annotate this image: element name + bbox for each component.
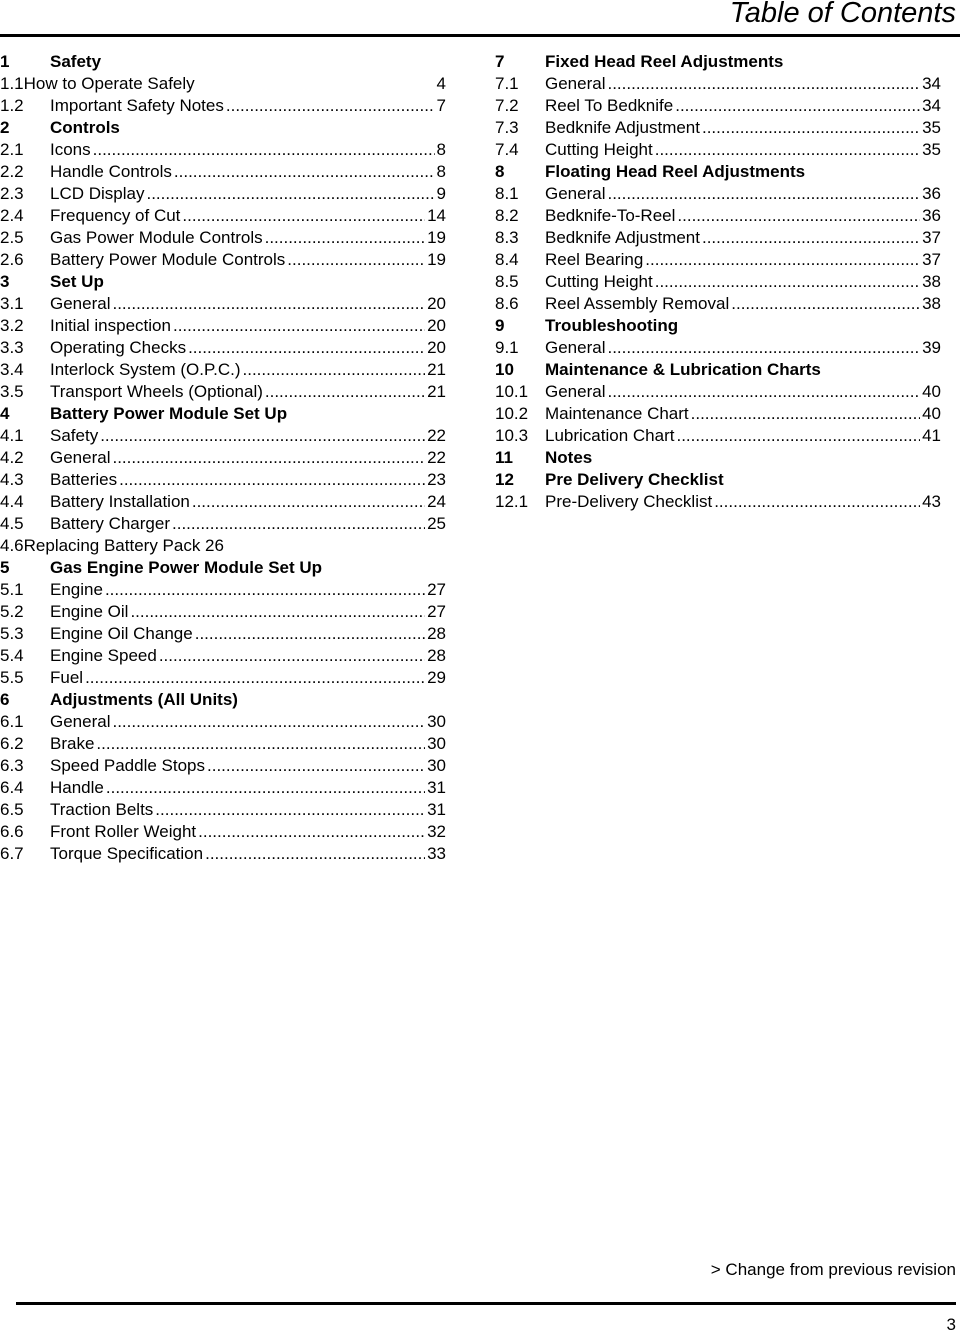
toc-entry-number: 2.4: [0, 206, 24, 225]
toc-entry-number: 6.7: [0, 844, 24, 863]
toc-entry-page: 37: [922, 228, 941, 247]
dot-leader: [172, 513, 425, 535]
toc-entry-title: Fixed Head Reel Adjustments: [545, 52, 784, 71]
toc-entry-page: 34: [922, 96, 941, 115]
toc-entry-title: Floating Head Reel Adjustments: [545, 162, 806, 181]
toc-entry: [0, 227, 446, 249]
toc-entry-number: 8.3: [495, 228, 519, 247]
toc-entry-number: 10.3: [495, 426, 529, 445]
toc-entry: [0, 821, 446, 843]
toc-entry-number: 4.1: [0, 426, 24, 445]
dot-leader: [287, 249, 425, 271]
toc-entry-page: 30: [427, 756, 446, 775]
toc-entry-title: Cutting Height: [545, 272, 653, 291]
dot-leader: [691, 403, 920, 425]
toc-entry-page: 31: [427, 800, 446, 819]
toc-entry-number: 3.2: [0, 316, 24, 335]
toc-entry-page: 34: [922, 74, 941, 93]
toc-entry: [0, 249, 446, 271]
dot-leader: [155, 799, 425, 821]
toc-entry: [495, 95, 941, 117]
toc-entry-number: 1: [0, 52, 10, 71]
toc-entry-title: Notes: [545, 448, 593, 467]
toc-section-heading: [0, 403, 446, 425]
toc-section-heading: [0, 51, 446, 73]
toc-entry-title: Battery Charger: [50, 514, 170, 533]
toc-entry: [0, 95, 446, 117]
toc-entry-number: 6.2: [0, 734, 24, 753]
dot-leader: [174, 161, 435, 183]
toc-column-left: [0, 51, 446, 865]
toc-entry-page: 31: [427, 778, 446, 797]
dot-leader: [192, 491, 425, 513]
toc-entry-page: 33: [427, 844, 446, 863]
toc-entry-title: General: [545, 338, 606, 357]
dot-leader: [146, 183, 434, 205]
toc-entry-number: 2.6: [0, 250, 24, 269]
toc-entry-title: Front Roller Weight: [50, 822, 197, 841]
toc-entry-number: 3: [0, 272, 10, 291]
dot-leader: [607, 183, 920, 205]
toc-entry: [0, 293, 446, 315]
toc-entry-number: 6: [0, 690, 10, 709]
toc-entry-page: 41: [922, 426, 941, 445]
toc-entry: [0, 645, 446, 667]
toc-entry-number: 2.5: [0, 228, 24, 247]
dot-leader: [173, 315, 425, 337]
toc-entry: [495, 73, 941, 95]
toc-entry-number: 5.3: [0, 624, 24, 643]
toc-entry: [0, 381, 446, 403]
toc-entry: [0, 799, 446, 821]
toc-entry-page: 38: [922, 294, 941, 313]
toc-entry: [0, 73, 446, 95]
toc-entry-page: 14: [427, 206, 446, 225]
toc-entry-title: Gas Power Module Controls: [50, 228, 263, 247]
toc-entry-title: Battery Power Module Set Up: [50, 404, 288, 423]
toc-entry-title: Safety: [50, 426, 99, 445]
toc-entry-page: 35: [922, 140, 941, 159]
dot-leader: [265, 227, 425, 249]
toc-entry-page: 30: [427, 734, 446, 753]
dot-leader: [205, 843, 425, 865]
toc-entry-page: 23: [427, 470, 446, 489]
dot-leader: [105, 579, 425, 601]
toc-entry-page: 29: [427, 668, 446, 687]
dot-leader: [676, 425, 920, 447]
toc-section-heading: [0, 689, 446, 711]
toc-entry: [495, 205, 941, 227]
header-divider: [0, 34, 960, 37]
toc-entry-title: Lubrication Chart: [545, 426, 675, 445]
toc-entry: [495, 293, 941, 315]
toc-entry-number: 10.2: [495, 404, 529, 423]
toc-entry: [0, 535, 446, 557]
toc-entry: [0, 733, 446, 755]
dot-leader: [100, 425, 425, 447]
toc-entry-title: Maintenance Chart: [545, 404, 689, 423]
toc-entry-title: Engine Oil: [50, 602, 129, 621]
toc-entry-title: Icons: [50, 140, 91, 159]
toc-entry: [0, 711, 446, 733]
toc-entry-number: 12.1: [495, 492, 529, 511]
dot-leader: [243, 359, 426, 381]
dot-leader: [112, 711, 425, 733]
dot-leader: [675, 95, 920, 117]
toc-entry: [0, 755, 446, 777]
toc-entry: [0, 315, 446, 337]
toc-entry-title: Fuel: [50, 668, 84, 687]
dot-leader: [112, 447, 425, 469]
toc-entry-number: 10: [495, 360, 514, 379]
toc-column-right: [495, 51, 941, 513]
toc-entry-title: Cutting Height: [545, 140, 653, 159]
dot-leader: [607, 337, 920, 359]
toc-entry-page: 20: [427, 294, 446, 313]
toc-entry-title: Set Up: [50, 272, 104, 291]
toc-entry-page: 8: [436, 162, 446, 181]
toc-entry: [0, 601, 446, 623]
toc-entry-page: 4: [436, 74, 446, 93]
dot-leader: [130, 601, 425, 623]
toc-entry-page: 7: [436, 96, 446, 115]
toc-entry-page: 22: [427, 426, 446, 445]
toc-entry-page: 30: [427, 712, 446, 731]
toc-entry-title: Important Safety Notes: [50, 96, 224, 115]
toc-entry-number: 6.3: [0, 756, 24, 775]
toc-entry-page: 37: [922, 250, 941, 269]
toc-entry-title: Adjustments (All Units): [50, 690, 238, 709]
dot-leader: [655, 271, 920, 293]
toc-entry-title: Gas Engine Power Module Set Up: [50, 558, 323, 577]
toc-entry-number: 4.4: [0, 492, 24, 511]
toc-entry-number: 4.5: [0, 514, 24, 533]
toc-entry-page: 19: [427, 228, 446, 247]
toc-entry-number: 12: [495, 470, 514, 489]
toc-entry-title: General: [50, 448, 111, 467]
toc-entry-number: 9: [495, 316, 505, 335]
toc-entry: [495, 381, 941, 403]
toc-entry-title: Operating Checks: [50, 338, 187, 357]
toc-entry-title: Engine Speed: [50, 646, 157, 665]
toc-entry-page: 36: [922, 184, 941, 203]
toc-section-heading: [495, 161, 941, 183]
toc-entry: [495, 249, 941, 271]
toc-entry: [495, 425, 941, 447]
toc-entry-title: Safety: [50, 52, 102, 71]
footer-divider: [16, 1302, 956, 1305]
toc-entry-title: Bedknife Adjustment: [545, 228, 700, 247]
toc-entry-number: 7: [495, 52, 505, 71]
toc-entry-number: 2.3: [0, 184, 24, 203]
toc-entry-title: Engine: [50, 580, 103, 599]
toc-entry-number: 8.1: [495, 184, 519, 203]
dot-leader: [265, 381, 425, 403]
toc-entry-number: 8.5: [495, 272, 519, 291]
toc-entry: [0, 469, 446, 491]
toc-entry: [0, 491, 446, 513]
toc-entry: [0, 447, 446, 469]
toc-entry: [0, 161, 446, 183]
toc-section-heading: [0, 117, 446, 139]
toc-section-heading: [0, 557, 446, 579]
toc-entry-title: Reel Assembly Removal: [545, 294, 730, 313]
toc-entry-number: 5.5: [0, 668, 24, 687]
toc-entry-title: Pre-Delivery Checklist: [545, 492, 713, 511]
toc-entry-number: 5.1: [0, 580, 24, 599]
toc-entry: [0, 623, 446, 645]
toc-entry-number: 5.4: [0, 646, 24, 665]
toc-entry-page: 19: [427, 250, 446, 269]
dot-leader: [195, 623, 425, 645]
toc-entry-number: 8.2: [495, 206, 519, 225]
toc-entry: [0, 359, 446, 381]
toc-entry-number: 5.2: [0, 602, 24, 621]
dot-leader: [119, 469, 425, 491]
toc-entry-number: 3.3: [0, 338, 24, 357]
toc-entry-page: 28: [427, 624, 446, 643]
toc-entry: [0, 843, 446, 865]
toc-entry-page: 38: [922, 272, 941, 291]
toc-entry: [0, 425, 446, 447]
revision-note: > Change from previous revision: [710, 1260, 956, 1279]
toc-entry: [0, 777, 446, 799]
toc-entry: [495, 337, 941, 359]
dot-leader: [182, 205, 425, 227]
dot-leader: [731, 293, 920, 315]
toc-entry-title: General: [545, 74, 606, 93]
toc-entry-page: 24: [427, 492, 446, 511]
toc-entry-page: 21: [427, 382, 446, 401]
toc-entry-number: 6.1: [0, 712, 24, 731]
toc-entry-page: 20: [427, 316, 446, 335]
dot-leader: [655, 139, 920, 161]
toc-entry-title: Maintenance & Lubrication Charts: [545, 360, 821, 379]
dot-leader: [106, 777, 425, 799]
toc-entry-title: Battery Power Module Controls: [50, 250, 286, 269]
toc-section-heading: [495, 447, 941, 469]
toc-entry-page: 40: [922, 404, 941, 423]
toc-entry-number: 4.2: [0, 448, 24, 467]
toc-entry-number: 6.4: [0, 778, 24, 797]
dot-leader: [607, 73, 920, 95]
toc-entry-title: Reel To Bedknife: [545, 96, 674, 115]
toc-entry-page: 22: [427, 448, 446, 467]
toc-entry: [495, 183, 941, 205]
toc-entry-page: 20: [427, 338, 446, 357]
toc-entry-number: 7.1: [495, 74, 519, 93]
toc-entry-title: General: [50, 712, 111, 731]
page-title: Table of Contents: [729, 0, 956, 29]
dot-leader: [207, 755, 425, 777]
toc-entry-title: Reel Bearing: [545, 250, 644, 269]
dot-leader: [93, 139, 435, 161]
toc-entry-title: 4.6Replacing Battery Pack 26: [0, 536, 224, 555]
toc-entry: [0, 337, 446, 359]
dot-leader: [226, 95, 435, 117]
toc-entry-page: 39: [922, 338, 941, 357]
toc-entry-page: 8: [436, 140, 446, 159]
toc-entry: [495, 403, 941, 425]
dot-leader: [645, 249, 920, 271]
toc-entry-title: Initial inspection: [50, 316, 171, 335]
dot-leader: [96, 733, 425, 755]
toc-entry: [495, 139, 941, 161]
toc-entry-number: 3.1: [0, 294, 24, 313]
toc-entry-title: Engine Oil Change: [50, 624, 193, 643]
toc-entry: [495, 271, 941, 293]
toc-entry: [0, 205, 446, 227]
toc-entry-page: 36: [922, 206, 941, 225]
toc-entry-number: 8: [495, 162, 505, 181]
toc-entry-title: LCD Display: [50, 184, 145, 203]
toc-entry-title: Troubleshooting: [545, 316, 679, 335]
toc-entry-title: Frequency of Cut: [50, 206, 181, 225]
toc-entry: [0, 139, 446, 161]
toc-entry-number: 8.4: [495, 250, 519, 269]
toc-entry-page: 35: [922, 118, 941, 137]
toc-entry-page: 28: [427, 646, 446, 665]
toc-entry-number: 3.5: [0, 382, 24, 401]
dot-leader: [159, 645, 425, 667]
toc-entry: [495, 117, 941, 139]
toc-section-heading: [0, 271, 446, 293]
toc-entry-number: 2.1: [0, 140, 24, 159]
toc-entry-page: 25: [427, 514, 446, 533]
toc-entry-title: General: [50, 294, 111, 313]
toc-entry-number: 2.2: [0, 162, 24, 181]
toc-entry: [0, 667, 446, 689]
toc-entry-number: 7.2: [495, 96, 519, 115]
toc-entry-page: 27: [427, 580, 446, 599]
dot-leader: [188, 337, 425, 359]
toc-entry-title: Transport Wheels (Optional): [50, 382, 263, 401]
toc-entry-title: Batteries: [50, 470, 118, 489]
toc-entry-title: Pre Delivery Checklist: [545, 470, 724, 489]
toc-entry-number: 8.6: [495, 294, 519, 313]
toc-entry-title: Controls: [50, 118, 120, 137]
toc-entry-number: 6.6: [0, 822, 24, 841]
toc-entry-number: 3.4: [0, 360, 24, 379]
toc-entry: [0, 183, 446, 205]
toc-entry-page: 43: [922, 492, 941, 511]
dot-leader: [607, 381, 920, 403]
dot-leader: [112, 293, 425, 315]
toc-entry-number: 1.2: [0, 96, 24, 115]
toc-entry-title: Speed Paddle Stops: [50, 756, 206, 775]
toc-section-heading: [495, 469, 941, 491]
toc-entry-title: Battery Installation: [50, 492, 190, 511]
toc-entry: [0, 579, 446, 601]
toc-entry-number: 10.1: [495, 382, 529, 401]
toc-entry-page: 27: [427, 602, 446, 621]
toc-entry-number: 4: [0, 404, 10, 423]
toc-section-heading: [495, 51, 941, 73]
toc-entry-title: Traction Belts: [50, 800, 154, 819]
toc-entry-number: 2: [0, 118, 10, 137]
toc-entry-number: 5: [0, 558, 10, 577]
toc-entry-number: 7.3: [495, 118, 519, 137]
toc-entry-number: 11: [495, 448, 513, 467]
toc-entry-title: 1.1How to Operate Safely: [0, 74, 195, 93]
dot-leader: [677, 205, 920, 227]
toc-entry-page: 9: [436, 184, 446, 203]
toc-entry-title: Handle: [50, 778, 104, 797]
toc-entry-title: General: [545, 382, 606, 401]
toc-section-heading: [495, 315, 941, 337]
dot-leader: [198, 821, 425, 843]
toc-entry-number: 4.3: [0, 470, 24, 489]
dot-leader: [702, 227, 920, 249]
toc-entry-title: Bedknife Adjustment: [545, 118, 700, 137]
toc-entry-number: 9.1: [495, 338, 519, 357]
toc-entry-number: 6.5: [0, 800, 24, 819]
toc-entry: [495, 227, 941, 249]
toc-entry-title: Interlock System (O.P.C.): [50, 360, 241, 379]
toc-entry-page: 32: [427, 822, 446, 841]
toc-entry: [495, 491, 941, 513]
toc-section-heading: [495, 359, 941, 381]
toc-entry-number: 7.4: [495, 140, 519, 159]
toc-entry-title: Torque Specification: [50, 844, 204, 863]
dot-leader: [85, 667, 425, 689]
toc-entry: [0, 513, 446, 535]
toc-entry-page: 40: [922, 382, 941, 401]
toc-entry-title: Handle Controls: [50, 162, 172, 181]
toc-entry-title: Brake: [50, 734, 95, 753]
dot-leader: [714, 491, 920, 513]
toc-entry-page: 21: [427, 360, 446, 379]
dot-leader: [702, 117, 920, 139]
page-number: 3: [946, 1315, 956, 1334]
toc-entry-title: General: [545, 184, 606, 203]
toc-entry-title: Bedknife-To-Reel: [545, 206, 676, 225]
